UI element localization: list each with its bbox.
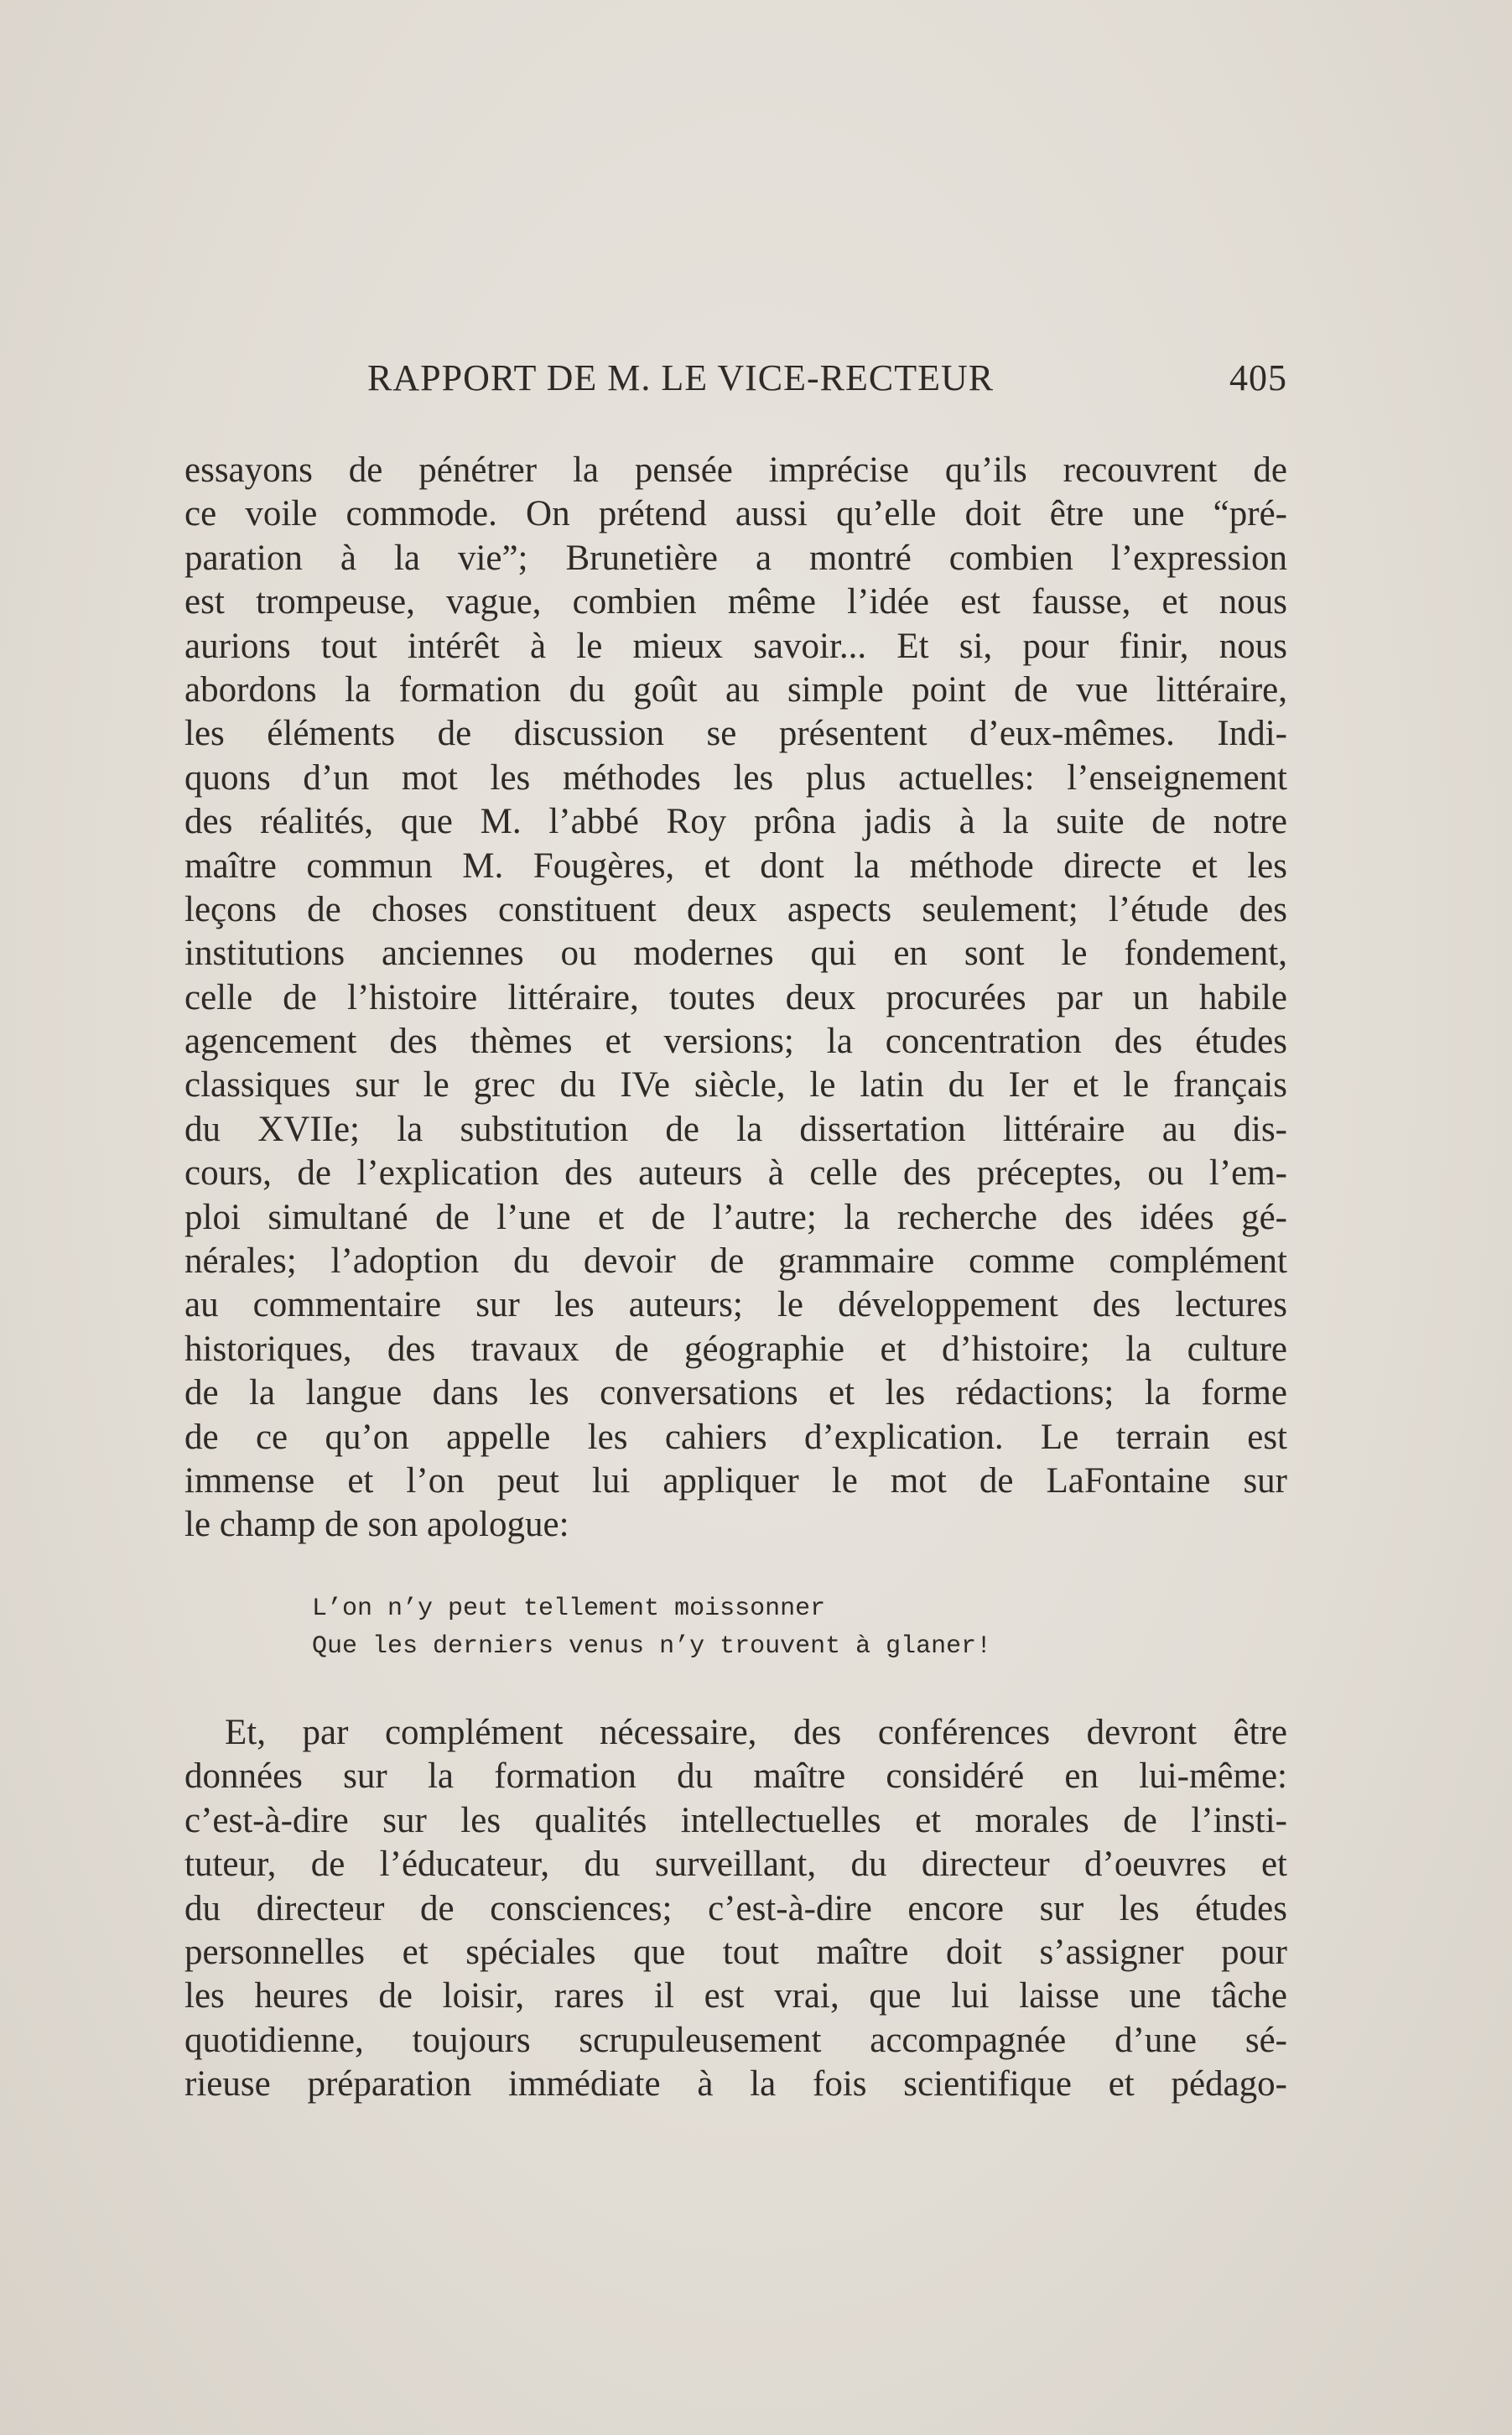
text-line: les éléments de discussion se présentent d’eux-mêmes. Indi- [184, 714, 1287, 754]
text-line: celle de l’histoire littéraire, toutes deux procurées par un habile [184, 977, 1287, 1017]
text-line: est trompeuse, vague, combien même l’idée est fausse, et nous [184, 582, 1287, 622]
text-line: du XVIIe; la substitution de la dissertation littéraire au dis- [184, 1109, 1287, 1149]
text-line: des réalités, que M. l’abbé Roy prôna jadis à la suite de notre [184, 802, 1287, 842]
text-line: de ce qu’on appelle les cahiers d’explication. Le terrain est [184, 1417, 1287, 1457]
verse-line: L’on n’y peut tellement moissonner [312, 1595, 826, 1623]
text-line: tuteur, de l’éducateur, du surveillant, du directeur d’oeuvres et [184, 1844, 1287, 1885]
text-line: leçons de choses constituent deux aspects seulement; l’étude des [184, 889, 1287, 929]
text-line: les heures de loisir, rares il est vrai, que lui laisse une tâche [184, 1976, 1287, 2016]
text-line: maître commun M. Fougères, et dont la méthode directe et les [184, 845, 1287, 886]
text-line: c’est-à-dire sur les qualités intellectuelles et morales de l’insti- [184, 1800, 1287, 1840]
text-line: quotidienne, toujours scrupuleusement accompagnée d’une sé- [184, 2020, 1287, 2060]
text-line: nérales; l’adoption du devoir de grammaire comme complément [184, 1241, 1287, 1282]
text-line: cours, de l’explication des auteurs à celle des préceptes, ou l’em- [184, 1153, 1287, 1194]
text-line: ce voile commode. On prétend aussi qu’elle doit être une “pré- [184, 494, 1287, 534]
text-line: essayons de pénétrer la pensée imprécise qu’ils recouvrent de [184, 450, 1287, 490]
text-line: au commentaire sur les auteurs; le développement des lectures [184, 1285, 1287, 1325]
text-line: ploi simultané de l’une et de l’autre; la recherche des idées gé- [184, 1197, 1287, 1237]
text-line: aurions tout intérêt à le mieux savoir... Et si, pour finir, nous [184, 626, 1287, 666]
text-line: historiques, des travaux de géographie et d’histoire; la culture [184, 1329, 1287, 1369]
text-line: personnelles et spéciales que tout maître doit s’assigner pour [184, 1932, 1287, 1972]
text-line: institutions anciennes ou modernes qui en sont le fondement, [184, 934, 1287, 974]
text-line: agencement des thèmes et versions; la concentration des études [184, 1022, 1287, 1062]
text-line: paration à la vie”; Brunetière a montré combien l’expression [184, 538, 1287, 578]
text-line: données sur la formation du maître considéré en lui-même: [184, 1756, 1287, 1797]
text-line: immense et l’on peut lui appliquer le mot de LaFontaine sur [184, 1460, 1287, 1501]
text-line: Et, par complément nécessaire, des conférences devront être [225, 1713, 1287, 1752]
paragraph-2 [184, 1711, 1287, 2107]
verse-quotation [312, 1590, 991, 1666]
text-line: du directeur de consciences; c’est-à-dire encore sur les études [184, 1888, 1287, 1928]
page-number: 405 [1229, 357, 1287, 398]
text-line: rieuse préparation immédiate à la fois scientifique et pédago- [184, 2064, 1287, 2105]
text-line: abordons la formation du goût au simple point de vue littéraire, [184, 669, 1287, 710]
text-line: classiques sur le grec du IVe siècle, le latin du Ier et le français [184, 1065, 1287, 1106]
text-line: de la langue dans les conversations et les rédactions; la forme [184, 1373, 1287, 1413]
verse-line: Que les derniers venus n’y trouvent à glaner! [312, 1632, 992, 1661]
running-title: RAPPORT DE M. LE VICE-RECTEUR [367, 357, 995, 398]
text-line: quons d’un mot les méthodes les plus actuelles: l’enseignement [184, 757, 1287, 798]
text-line: le champ de son apologue: [184, 1505, 569, 1545]
paragraph-1 [184, 449, 1287, 1548]
